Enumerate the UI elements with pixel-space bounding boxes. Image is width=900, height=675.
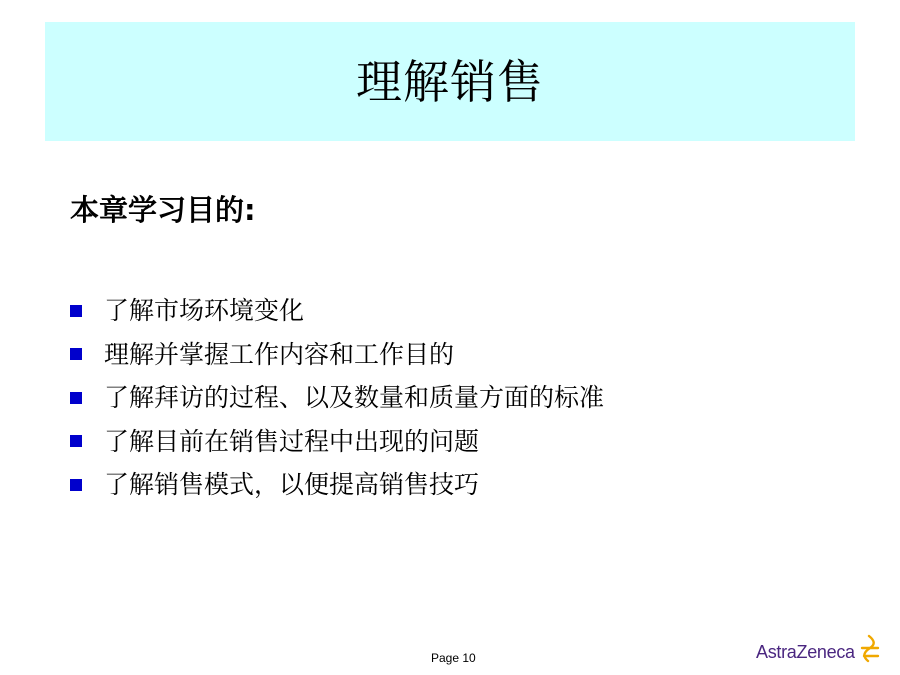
company-logo — [756, 640, 880, 664]
slide-subtitle: 本章学习目的: — [70, 193, 256, 227]
list-item — [70, 420, 604, 464]
objective-text: 了解目前在销售过程中出现的问题 — [104, 426, 480, 456]
page-number: Page 10 — [431, 651, 476, 665]
list-item — [70, 289, 604, 333]
square-bullet-icon — [70, 435, 82, 447]
list-item — [70, 463, 604, 507]
square-bullet-icon — [70, 305, 82, 317]
title-band — [45, 22, 855, 141]
list-item — [70, 333, 604, 377]
slide-title: 理解销售 — [356, 54, 544, 109]
objective-text: 了解销售模式，以便提高销售技巧 — [104, 470, 480, 500]
objective-text: 了解市场环境变化 — [104, 296, 305, 326]
objective-text: 理解并掌握工作内容和工作目的 — [104, 339, 455, 369]
list-item — [70, 376, 604, 420]
square-bullet-icon — [70, 479, 82, 491]
square-bullet-icon — [70, 348, 82, 360]
objective-text: 了解拜访的过程、以及数量和质量方面的标准 — [104, 383, 605, 413]
logo-wordmark: AstraZeneca — [756, 641, 855, 662]
objectives-list — [70, 289, 604, 507]
square-bullet-icon — [70, 392, 82, 404]
astrazeneca-swirl-icon — [858, 634, 880, 664]
